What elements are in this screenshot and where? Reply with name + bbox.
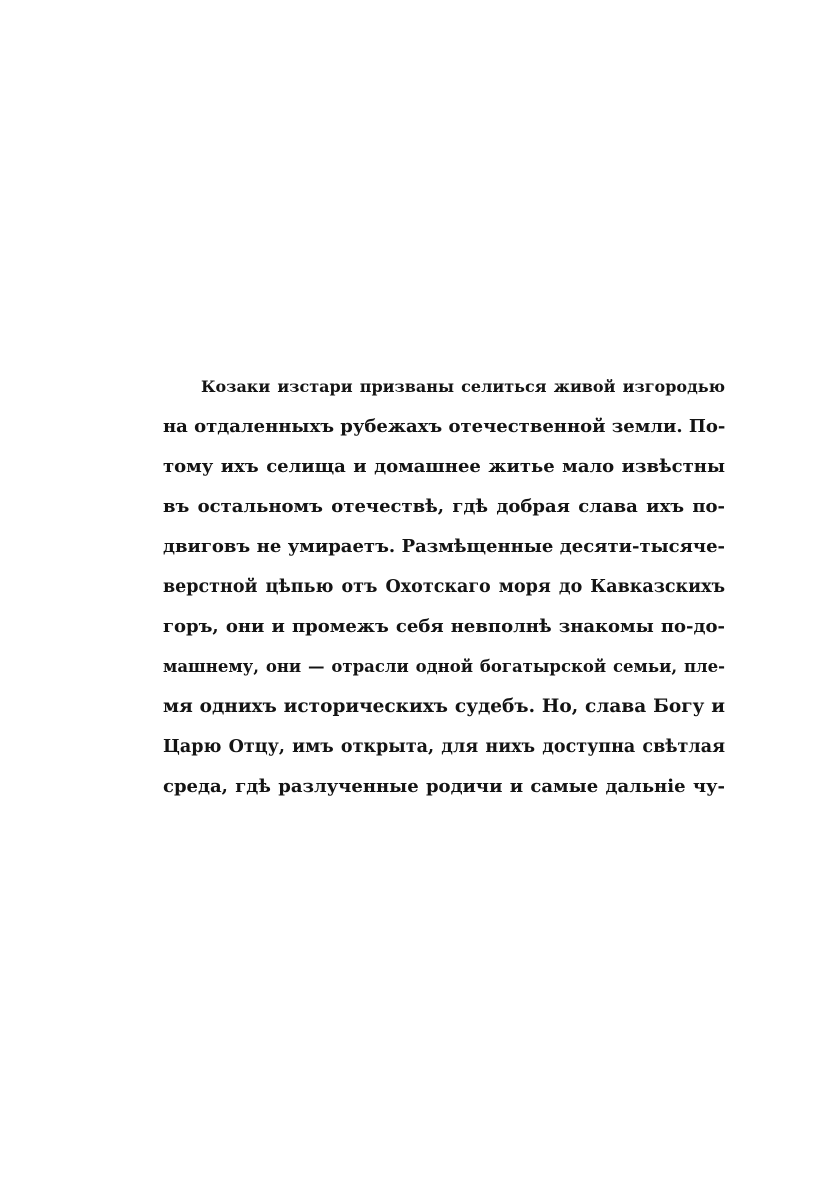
text-line: въ остальномъ отечествѣ, гдѣ добрая слава ихъ по- [163, 496, 725, 517]
text-line: среда, гдѣ разлученные родичи и самые дальніе чу- [163, 776, 725, 797]
text-line: Козаки изстари призваны селиться живой изгородью [201, 377, 725, 396]
text-line: мя однихъ историческихъ судебъ. Но, слава Богу и [163, 696, 725, 717]
text-line: Царю Отцу, имъ открыта, для нихъ доступна свѣтлая [163, 737, 725, 757]
text-line: на отдаленныхъ рубежахъ отечественной земли. По- [163, 416, 726, 437]
text-line: двиговъ не умираетъ. Размѣщенные десяти-тысяче- [163, 536, 725, 557]
text-line: машнему, они — отрасли одной богатырской семьи, пле- [163, 657, 725, 676]
text-line: верстной цѣпью отъ Охотскаго моря до Кавказскихъ [163, 577, 725, 597]
text-line: тому ихъ селища и домашнее житье мало извѣстны [163, 456, 725, 477]
paragraph [163, 367, 725, 807]
text-line: горъ, они и промежъ себя невполнѣ знакомы по-до- [163, 616, 725, 637]
